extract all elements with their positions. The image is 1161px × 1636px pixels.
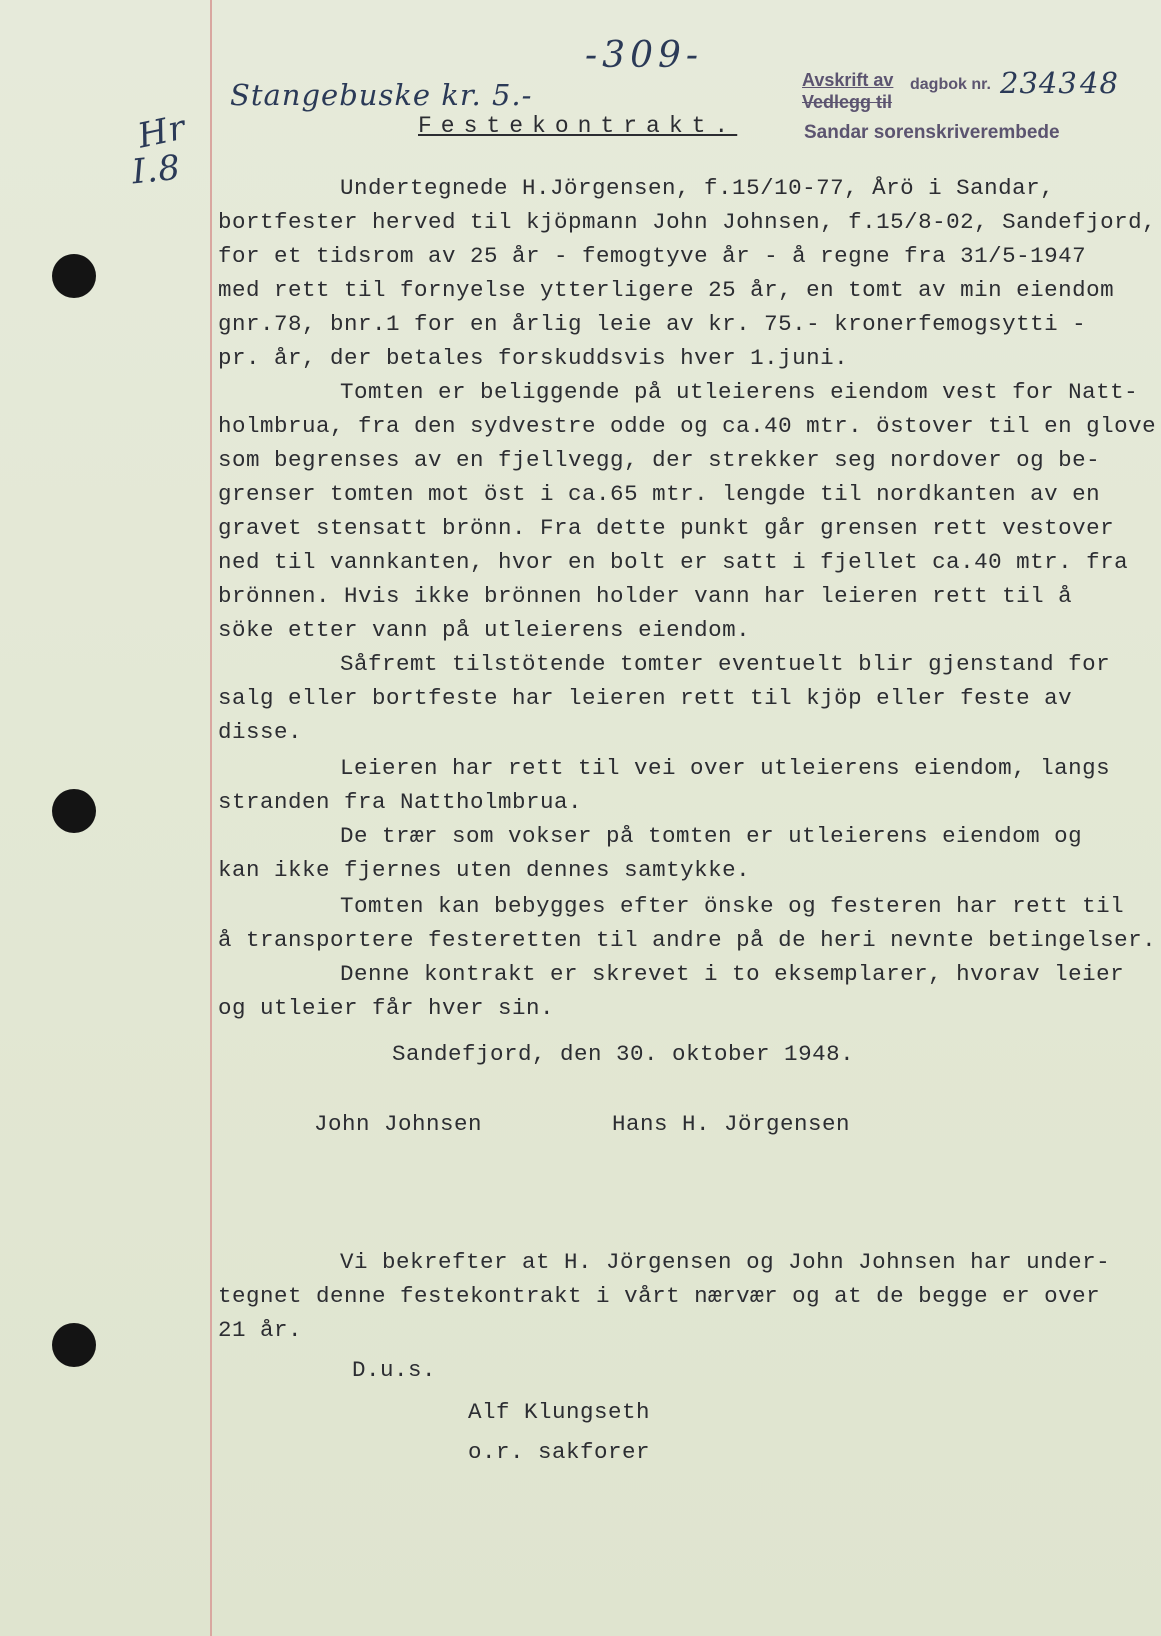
body-line: salg eller bortfeste har leieren rett til kjöp eller feste av <box>218 685 1073 711</box>
body-line: disse. <box>218 719 303 745</box>
body-line: De trær som vokser på tomten er utleierens eiendom og <box>340 823 1083 849</box>
document-title: Festekontrakt. <box>418 113 738 139</box>
margin-rule <box>210 0 212 1636</box>
body-line: gnr.78, bnr.1 for en årlig leie av kr. 75.- kronerfemogsytti - <box>218 311 1087 337</box>
body-line: Undertegnede H.Jörgensen, f.15/10-77, Årö i Sandar, <box>340 175 1055 201</box>
body-line: for et tidsrom av 25 år - femogtyve år - å regne fra 31/5-1947 <box>218 243 1087 269</box>
punch-hole-middle <box>52 789 96 833</box>
body-line: kan ikke fjernes uten dennes samtykke. <box>218 857 751 883</box>
signature-left: John Johnsen <box>314 1111 483 1137</box>
body-line: söke etter vann på utleierens eiendom. <box>218 617 751 643</box>
witness-line: Vi bekrefter at H. Jörgensen og John Johnsen har under- <box>340 1249 1111 1275</box>
body-line: og utleier får hver sin. <box>218 995 555 1021</box>
body-line: som begrenses av en fjellvegg, der strekker seg nordover og be- <box>218 447 1101 473</box>
body-line: bortfester herved til kjöpmann John Johnsen, f.15/8-02, Sandefjord, <box>218 209 1157 235</box>
body-line: ned til vannkanten, hvor en bolt er satt i fjellet ca.40 mtr. fra <box>218 549 1129 575</box>
closing-role: o.r. sakforer <box>468 1439 651 1465</box>
body-line: Tomten er beliggende på utleierens eiendom vest for Natt- <box>340 379 1139 405</box>
signature-right: Hans H. Jörgensen <box>612 1111 851 1137</box>
punch-hole-bottom <box>52 1323 96 1367</box>
closing-dus: D.u.s. <box>352 1357 437 1383</box>
body-line: å transportere festeretten til andre på de heri nevnte betingelser. <box>218 927 1157 953</box>
body-line: holmbrua, fra den sydvestre odde og ca.40 mtr. östover til en glove <box>218 413 1157 439</box>
stamp-entry-year: 48 <box>1080 66 1119 100</box>
body-line: grenser tomten mot öst i ca.65 mtr. lengde til nordkanten av en <box>218 481 1101 507</box>
body-line: stranden fra Nattholmbrua. <box>218 789 583 815</box>
body-line: med rett til fornyelse ytterligere 25 år, en tomt av min eiendom <box>218 277 1115 303</box>
stamp-line-2: Vedlegg til <box>802 92 893 112</box>
stamp-line-3: Sandar sorenskriverembede <box>804 122 1060 143</box>
body-line: brönnen. Hvis ikke brönnen holder vann har leieren rett til å <box>218 583 1073 609</box>
body-line: Såfremt tilstötende tomter eventuelt blir gjenstand for <box>340 651 1111 677</box>
body-line: Tomten kan bebygges efter önske og festeren har rett til <box>340 893 1125 919</box>
witness-line: 21 år. <box>218 1317 303 1343</box>
body-line: gravet stensatt brönn. Fra dette punkt går grensen rett vestover <box>218 515 1115 541</box>
date-line: Sandefjord, den 30. oktober 1948. <box>392 1041 855 1067</box>
stamp-entry-number: 2343 <box>1000 66 1078 100</box>
closing-name: Alf Klungseth <box>468 1399 651 1425</box>
witness-line: tegnet denne festekontrakt i vårt nærvær og at de begge er over <box>218 1283 1101 1309</box>
side-note-2: I.8 <box>130 147 183 193</box>
page-number: -309- <box>585 35 704 76</box>
punch-hole-top <box>52 254 96 298</box>
body-line: pr. år, der betales forskuddsvis hver 1.juni. <box>218 345 849 371</box>
stamp-line-1b: dagbok nr. <box>910 76 991 93</box>
stamp-line-1a: Avskrift av <box>802 70 894 90</box>
body-line: Leieren har rett til vei over utleierens eiendom, langs <box>340 755 1111 781</box>
body-line: Denne kontrakt er skrevet i to eksemplarer, hvorav leier <box>340 961 1125 987</box>
margin-note: Stangebuske kr. 5.- <box>230 78 533 112</box>
side-note-1: Hr <box>134 107 190 157</box>
